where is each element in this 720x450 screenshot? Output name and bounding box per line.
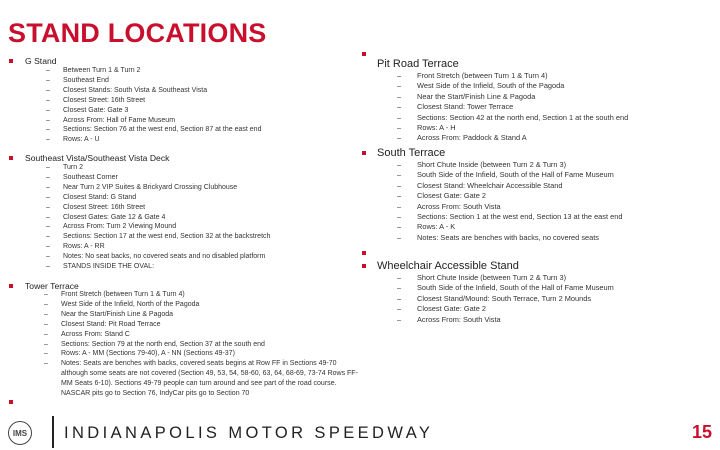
list-item: – Rows: A - K	[397, 222, 622, 232]
list-item: – Across From: Paddock & Stand A	[397, 133, 628, 143]
list-item: – South Side of the Infield, South of the Hall of Fame Museum	[397, 283, 614, 293]
bullet	[362, 264, 366, 268]
list-item: – Front Stretch (between Turn 1 & Turn 4)	[44, 290, 360, 300]
list-item: – Across From: South Vista	[397, 315, 614, 325]
section-heading-tower-terrace: Tower Terrace	[25, 281, 79, 291]
section-heading-southeast-vista: Southeast Vista/Southeast Vista Deck	[25, 153, 170, 163]
list-item: – Closest Street: 16th Street	[46, 96, 261, 106]
page-number: 15	[691, 422, 712, 442]
southeast-vista-list	[46, 163, 270, 272]
pit-road-terrace-list	[397, 71, 628, 144]
list-item: – Closest Stand: Wheelchair Accessible Stand	[397, 181, 622, 191]
list-item: – STANDS INSIDE THE OVAL:	[46, 262, 270, 272]
list-item: – Closest Street: 16th Street	[46, 203, 270, 213]
list-item: – Across From: South Vista	[397, 202, 622, 212]
footer-brand: INDIANAPOLIS MOTOR SPEEDWAY	[64, 424, 434, 442]
list-item: – Closest Gate: Gate 2	[397, 304, 614, 314]
g-stand-list	[46, 66, 261, 145]
section-heading-g-stand: G Stand	[25, 56, 57, 66]
list-item: – Sections: Section 1 at the west end, Section 13 at the east end	[397, 212, 622, 222]
list-item: – Turn 2	[46, 163, 270, 173]
bullet	[9, 284, 13, 288]
section-heading-south-terrace: South Terrace	[377, 147, 446, 159]
list-item: – Across From: Hall of Fame Museum	[46, 116, 261, 126]
list-item: – Notes: Seats are benches with backs, covered seats begins at Row FF in Sections 49-70 although some seats are not covered (Section 49, 53, 54, 58-60, 63, 64, 68-69, 73-74 Rows FF-MM Seats 6-10). Sections 49-79 people can turn around and see part of the road course. NASCAR pits go to Section 76, IndyCar pits go to Section 70	[44, 359, 360, 399]
list-item: – Sections: Section 76 at the west end, Section 87 at the east end	[46, 125, 261, 135]
slide-title: STAND LOCATIONS	[8, 18, 267, 48]
south-terrace-list	[397, 160, 622, 243]
list-item: – West Side of the Infield, North of the Pagoda	[44, 300, 360, 310]
list-item: – Front Stretch (between Turn 1 & Turn 4)	[397, 71, 628, 81]
list-item: – Closest Stand/Mound: South Terrace, Turn 2 Mounds	[397, 294, 614, 304]
list-item: – Short Chute Inside (between Turn 2 & Turn 3)	[397, 273, 614, 283]
list-item: – Closest Stands: South Vista & Southeast Vista	[46, 86, 261, 96]
list-item: – Sections: Section 42 at the north end, Section 1 at the south end	[397, 113, 628, 123]
bullet	[362, 151, 366, 155]
section-heading-wheelchair-stand: Wheelchair Accessible Stand	[377, 260, 519, 272]
list-item: – Closest Stand: G Stand	[46, 193, 270, 203]
list-item: – South Side of the Infield, South of the Hall of Fame Museum	[397, 170, 622, 180]
list-item: – Closest Gate: Gate 2	[397, 191, 622, 201]
list-item: – Closest Stand: Pit Road Terrace	[44, 320, 360, 330]
list-item: – Southeast End	[46, 76, 261, 86]
list-item: – Rows: A - H	[397, 123, 628, 133]
list-item: – Sections: Section 79 at the north end, Section 37 at the south end	[44, 340, 360, 350]
list-item: – Closest Gates: Gate 12 & Gate 4	[46, 213, 270, 223]
footer-divider	[52, 416, 54, 448]
list-item: – Across From: Turn 2 Viewing Mound	[46, 222, 270, 232]
list-item: – Rows: A - MM (Sections 79-40), A - NN (Sections 49-37)	[44, 349, 360, 359]
bullet	[362, 251, 366, 255]
list-item: – Near the Start/Finish Line & Pagoda	[397, 92, 628, 102]
list-item: – Rows: A - U	[46, 135, 261, 145]
list-item: – Sections: Section 17 at the west end, Section 32 at the backstretch	[46, 232, 270, 242]
bullet	[9, 59, 13, 63]
bullet	[362, 52, 366, 56]
list-item: – Closest Stand: Tower Terrace	[397, 102, 628, 112]
list-item: – Across From: Stand C	[44, 330, 360, 340]
list-item: – Rows: A - RR	[46, 242, 270, 252]
bullet	[9, 156, 13, 160]
list-item: – Closest Gate: Gate 3	[46, 106, 261, 116]
list-item: – Near Turn 2 VIP Suites & Brickyard Crossing Clubhouse	[46, 183, 270, 193]
list-item: – Notes: Seats are benches with backs, no covered seats	[397, 233, 622, 243]
bullet	[9, 400, 13, 404]
wheelchair-stand-list	[397, 273, 614, 325]
list-item: – Near the Start/Finish Line & Pagoda	[44, 310, 360, 320]
tower-terrace-list	[44, 290, 360, 399]
section-heading-pit-road-terrace: Pit Road Terrace	[377, 58, 459, 70]
list-item: – Notes: No seat backs, no covered seats and no disabled platform	[46, 252, 270, 262]
logo-text: IMS	[12, 428, 28, 438]
ims-logo	[8, 421, 32, 445]
list-item: – West Side of the Infield, South of the Pagoda	[397, 81, 628, 91]
list-item: – Between Turn 1 & Turn 2	[46, 66, 261, 76]
list-item: – Short Chute Inside (between Turn 2 & Turn 3)	[397, 160, 622, 170]
list-item: – Southeast Corner	[46, 173, 270, 183]
